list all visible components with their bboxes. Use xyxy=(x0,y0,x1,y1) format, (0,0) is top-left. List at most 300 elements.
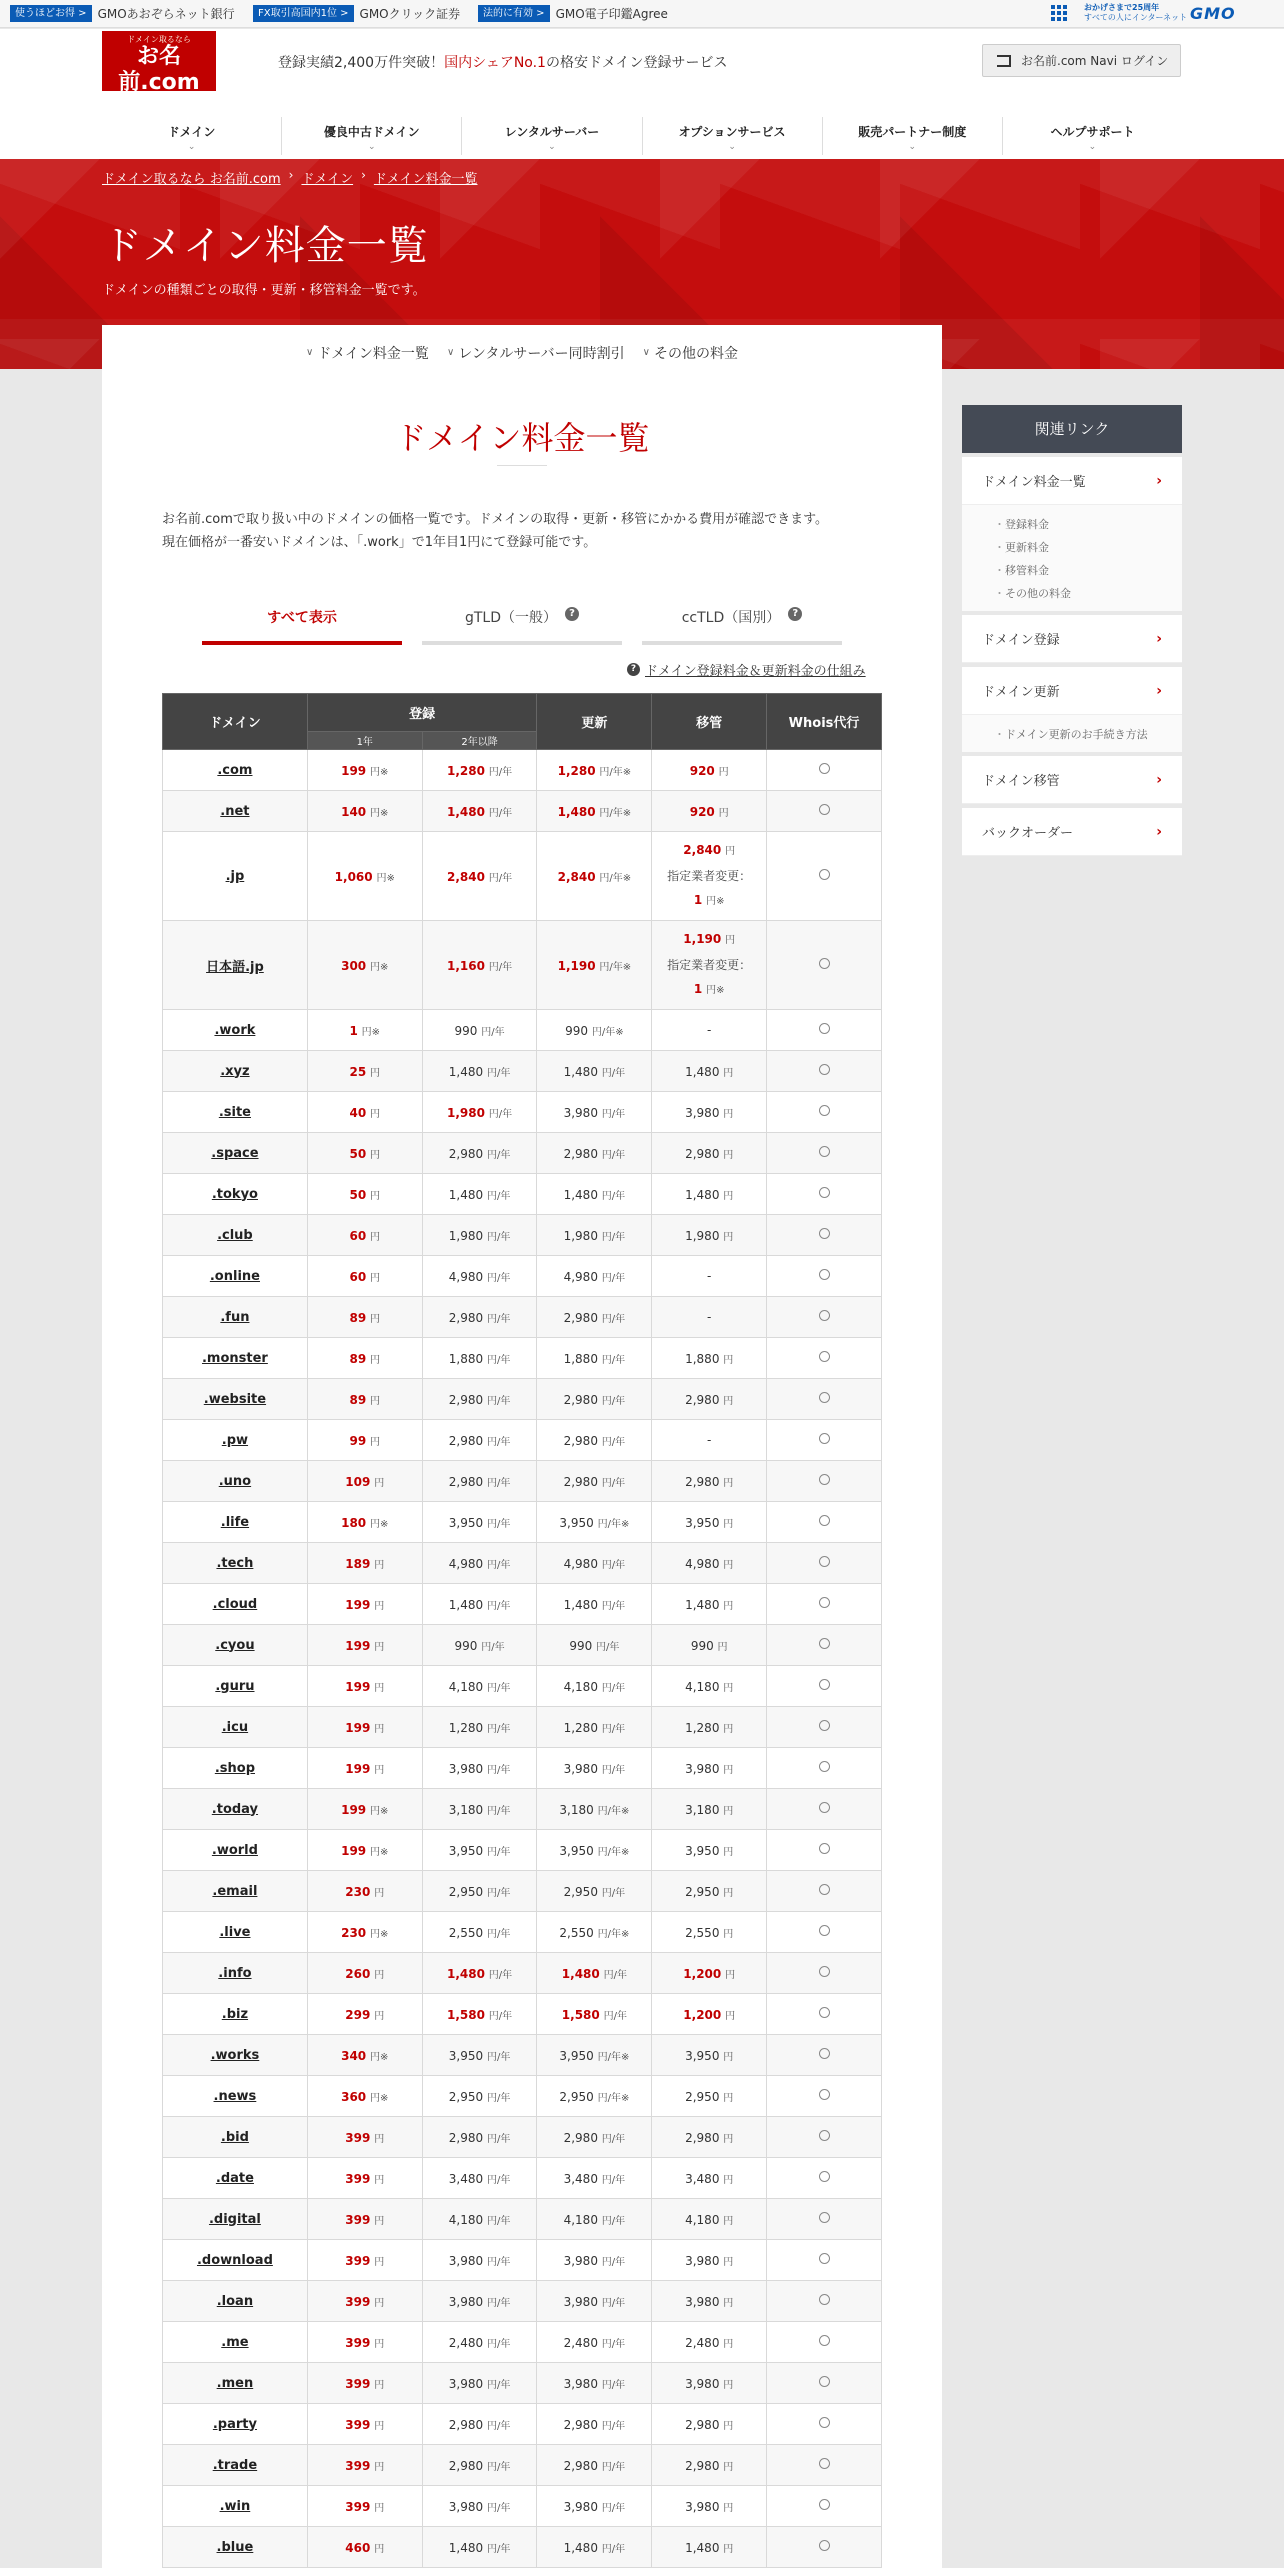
domain-name-link[interactable]: .tokyo xyxy=(163,1174,308,1215)
ad-aozora[interactable] xyxy=(10,5,235,22)
whois-cell xyxy=(767,2158,882,2199)
price-year2 xyxy=(422,2404,537,2445)
domain-name-link[interactable]: .info xyxy=(163,1953,308,1994)
nav-domain[interactable] xyxy=(102,117,282,155)
price-unit: 円※ xyxy=(376,872,395,884)
help-icon[interactable]: ? xyxy=(788,607,802,621)
price-unit: 円 xyxy=(723,2543,734,2555)
whois-available-icon xyxy=(819,2376,830,2387)
price-unit: 円 xyxy=(370,1108,381,1120)
price-unit: 円/年 xyxy=(601,1764,626,1776)
price-renew xyxy=(537,1133,652,1174)
domain-name-link[interactable]: .pw xyxy=(163,1420,308,1461)
price-unit: 円/年 xyxy=(486,2420,511,2432)
transfer-line xyxy=(652,977,766,1003)
sidebar-link-backorder[interactable] xyxy=(962,808,1182,856)
price-unit: 円 xyxy=(374,2420,385,2432)
price-renew xyxy=(537,1953,652,1994)
logo-small-text: ドメイン取るなら xyxy=(127,35,191,44)
table-row xyxy=(163,1092,882,1133)
price-renew xyxy=(537,2240,652,2281)
domain-name-link[interactable]: .shop xyxy=(163,1748,308,1789)
whois-cell xyxy=(767,1297,882,1338)
whois-cell xyxy=(767,1051,882,1092)
subnav-label: その他の料金 xyxy=(653,345,738,362)
table-row xyxy=(163,2363,882,2404)
table-row xyxy=(163,2527,882,2568)
price-value: 399 xyxy=(345,2130,371,2145)
sidebar-sublink[interactable]: ・ 更新料金 xyxy=(994,536,1182,559)
price-value: 1,480 xyxy=(557,804,596,819)
gmo-logo[interactable]: GMO xyxy=(1190,4,1236,23)
ad-badge: 使うほどお得 > xyxy=(10,5,92,22)
price-unit: 円/年※ xyxy=(597,1518,630,1530)
domain-name-link[interactable]: .bid xyxy=(163,2117,308,2158)
whois-cell xyxy=(767,791,882,832)
whois-available-icon xyxy=(819,1843,830,1854)
domain-name-link[interactable]: .news xyxy=(163,2076,308,2117)
whois-cell xyxy=(767,1461,882,1502)
price-value: 990 xyxy=(565,1023,589,1038)
chevron-down-icon: ∨ xyxy=(642,347,650,358)
nav-used-domain[interactable] xyxy=(282,117,462,155)
price-transfer xyxy=(652,2363,767,2404)
ad-click-sec[interactable] xyxy=(253,5,460,22)
price-unit: 円 xyxy=(723,1846,734,1858)
price-value: 1,480 xyxy=(685,1187,720,1202)
price-unit: 円/年※ xyxy=(597,1846,630,1858)
price-unit: 円/年 xyxy=(486,1764,511,1776)
price-value: 60 xyxy=(349,1269,367,1284)
price-value: 199 xyxy=(345,1761,371,1776)
table-row xyxy=(163,2240,882,2281)
section-heading: ドメイン料金一覧 xyxy=(394,419,650,457)
price-value: 1,480 xyxy=(563,1064,598,1079)
price-value: 199 xyxy=(341,1843,367,1858)
price-transfer xyxy=(652,1789,767,1830)
domain-name-link[interactable]: .net xyxy=(163,791,308,832)
subnav-price-list[interactable] xyxy=(306,343,429,363)
price-value: 4,180 xyxy=(685,1679,720,1694)
price-value: 3,950 xyxy=(685,1515,720,1530)
price-unit: 円/年 xyxy=(486,2502,511,2514)
whois-cell xyxy=(767,2527,882,2568)
price-unit: 円※ xyxy=(370,1928,389,1940)
whois-available-icon xyxy=(819,2335,830,2346)
price-unit: 円 xyxy=(374,2215,385,2227)
nav-partner[interactable] xyxy=(823,117,1003,155)
domain-name-link[interactable]: .blue xyxy=(163,2527,308,2568)
nav-option-service[interactable] xyxy=(643,117,823,155)
price-transfer xyxy=(652,1666,767,1707)
price-renew xyxy=(537,1502,652,1543)
designated-change-label: 指定業者変更： xyxy=(667,869,752,883)
domain-name-link[interactable]: .today xyxy=(163,1789,308,1830)
ad-agree[interactable] xyxy=(478,5,668,22)
price-value: 399 xyxy=(345,2376,371,2391)
whois-available-icon xyxy=(819,1884,830,1895)
whois-cell xyxy=(767,750,882,791)
price-none: - xyxy=(707,1310,712,1324)
domain-name-link[interactable]: .me xyxy=(163,2322,308,2363)
domain-name-link[interactable]: .tech xyxy=(163,1543,308,1584)
price-unit: 円 xyxy=(723,2051,734,2063)
chevron-down-icon: ⌄ xyxy=(187,142,196,152)
whois-available-icon xyxy=(819,1228,830,1239)
price-unit: 円※ xyxy=(370,2092,389,2104)
price-year2 xyxy=(422,1092,537,1133)
price-unit: 円/年 xyxy=(601,1108,626,1120)
price-value: 2,840 xyxy=(557,869,596,884)
price-renew xyxy=(537,2199,652,2240)
price-value: 2,980 xyxy=(685,1392,720,1407)
tab-label: ccTLD（国別） xyxy=(681,610,781,626)
nav-help-support[interactable] xyxy=(1003,117,1182,155)
whois-cell xyxy=(767,1625,882,1666)
price-transfer xyxy=(652,2158,767,2199)
price-renew xyxy=(537,1912,652,1953)
sidebar-link-renew[interactable] xyxy=(962,667,1182,715)
price-transfer xyxy=(652,2199,767,2240)
table-row xyxy=(163,1666,882,1707)
onamae-logo[interactable] xyxy=(102,31,216,104)
gmo-25th-logo xyxy=(1084,3,1187,23)
price-value: 40 xyxy=(349,1105,367,1120)
breadcrumb xyxy=(102,168,478,187)
price-value: 2,950 xyxy=(685,2089,720,2104)
nav-label: 販売パートナー制度 xyxy=(858,125,967,139)
domain-name-link[interactable]: .fun xyxy=(163,1297,308,1338)
sidebar-sublinks xyxy=(962,505,1182,611)
price-year2 xyxy=(422,2281,537,2322)
navi-login-button[interactable] xyxy=(982,44,1181,77)
sidebar-sublink[interactable]: ・ 登録料金 xyxy=(994,513,1182,536)
price-unit: 円 xyxy=(723,1108,734,1120)
tab-gtld[interactable] xyxy=(422,605,622,645)
table-row xyxy=(163,1625,882,1666)
price-year1 xyxy=(307,2158,422,2199)
tab-label: すべて表示 xyxy=(267,610,337,626)
price-year2 xyxy=(422,1256,537,1297)
price-year1 xyxy=(307,1092,422,1133)
subnav-server-discount[interactable] xyxy=(447,343,625,363)
price-renew xyxy=(537,1584,652,1625)
price-value: 1,480 xyxy=(448,2540,484,2555)
price-year2 xyxy=(422,2322,537,2363)
domain-name-link[interactable]: .cloud xyxy=(163,1584,308,1625)
price-unit: 円/年 xyxy=(601,2543,626,2555)
price-value: 2,840 xyxy=(446,869,485,884)
price-value: 199 xyxy=(345,1679,371,1694)
price-value: 89 xyxy=(349,1310,367,1325)
price-unit: 円/年 xyxy=(601,1149,626,1161)
price-value: 1,480 xyxy=(685,1597,720,1612)
price-value: 3,980 xyxy=(448,2253,484,2268)
sidebar-link-register[interactable] xyxy=(962,615,1182,663)
price-transfer xyxy=(652,2076,767,2117)
table-row xyxy=(163,1912,882,1953)
price-value: 199 xyxy=(345,1597,371,1612)
domain-name-link[interactable]: .works xyxy=(163,2035,308,2076)
domain-name-link[interactable]: .date xyxy=(163,2158,308,2199)
price-value: 4,180 xyxy=(448,2212,484,2227)
whois-cell xyxy=(767,1215,882,1256)
price-unit: 円/年※ xyxy=(599,807,632,819)
domain-name-link[interactable]: .trade xyxy=(163,2445,308,2486)
domain-name-link[interactable]: .win xyxy=(163,2486,308,2527)
price-renew xyxy=(537,2404,652,2445)
price-value: 3,980 xyxy=(448,2499,484,2514)
price-unit: 円/年※ xyxy=(597,1805,630,1817)
price-unit: 円 xyxy=(723,1354,734,1366)
sidebar-sublink[interactable]: ・ ドメイン更新のお手続き方法 xyxy=(994,723,1182,746)
price-value: 4,980 xyxy=(685,1556,720,1571)
col-header-year1: 1年 xyxy=(307,732,422,750)
whois-available-icon xyxy=(819,1105,830,1116)
price-value: 3,950 xyxy=(685,2048,720,2063)
price-renew xyxy=(537,1461,652,1502)
price-value: 990 xyxy=(454,1638,478,1653)
price-unit: 円 xyxy=(370,1231,381,1243)
price-transfer xyxy=(652,1338,767,1379)
price-unit: 円※ xyxy=(370,1518,389,1530)
price-unit: 円 xyxy=(370,1190,381,1202)
price-value: 920 xyxy=(689,763,715,778)
table-row xyxy=(163,921,882,1010)
price-unit: 円 xyxy=(723,2133,734,2145)
price-unit: 円 xyxy=(374,2502,385,2514)
transfer-line xyxy=(652,927,766,953)
price-value: 2,980 xyxy=(448,1474,484,1489)
price-unit: 円 xyxy=(723,1928,734,1940)
tagline-highlight: 国内シェアNo.1 xyxy=(444,55,546,71)
domain-name-link[interactable]: 日本語.jp xyxy=(163,921,308,1010)
nav-label: ドメイン xyxy=(167,125,216,139)
domain-name-link[interactable]: .club xyxy=(163,1215,308,1256)
price-value: 3,980 xyxy=(563,2499,598,2514)
price-transfer xyxy=(652,2404,767,2445)
domain-name-link[interactable]: .life xyxy=(163,1502,308,1543)
domain-name-link[interactable]: .monster xyxy=(163,1338,308,1379)
tab-cctld[interactable] xyxy=(642,605,842,645)
price-unit: 円 xyxy=(723,1149,734,1161)
price-renew xyxy=(537,1051,652,1092)
whois-cell xyxy=(767,2035,882,2076)
price-value: 189 xyxy=(345,1556,371,1571)
price-unit: 円/年 xyxy=(486,2297,511,2309)
sidebar-link-transfer[interactable] xyxy=(962,756,1182,804)
price-unit: 円/年 xyxy=(481,1641,505,1653)
table-row xyxy=(163,2035,882,2076)
price-value: 399 xyxy=(345,2253,371,2268)
whois-cell xyxy=(767,1174,882,1215)
price-unit: 円 xyxy=(370,1272,381,1284)
price-unit: 円/年 xyxy=(486,2543,511,2555)
price-value: 2,980 xyxy=(563,1474,598,1489)
main-content xyxy=(102,325,942,2568)
price-value: 1,880 xyxy=(448,1351,484,1366)
price-value: 2,980 xyxy=(448,1433,484,1448)
price-renew xyxy=(537,2363,652,2404)
whois-available-icon xyxy=(819,1515,830,1526)
price-unit: 円/年 xyxy=(601,1354,626,1366)
help-icon[interactable]: ? xyxy=(565,607,579,621)
chevron-down-icon: ∨ xyxy=(306,347,314,358)
price-unit: 円 xyxy=(374,1969,385,1981)
grid-menu-icon[interactable] xyxy=(1050,4,1068,22)
price-year2 xyxy=(422,1461,537,1502)
price-value: 3,950 xyxy=(559,2048,594,2063)
whois-available-icon xyxy=(819,763,830,774)
subnav-label: ドメイン料金一覧 xyxy=(317,345,429,362)
domain-name-link[interactable]: .party xyxy=(163,2404,308,2445)
price-transfer xyxy=(652,1174,767,1215)
price-transfer xyxy=(652,2117,767,2158)
domain-name-link[interactable]: .jp xyxy=(163,832,308,921)
breadcrumb-domain[interactable]: ドメイン xyxy=(301,172,354,187)
sidebar-link-price-list[interactable] xyxy=(962,457,1182,505)
price-value: 2,950 xyxy=(448,2089,484,2104)
domain-name-link[interactable]: .work xyxy=(163,1010,308,1051)
price-year1 xyxy=(307,1051,422,1092)
price-unit: 円/年 xyxy=(486,1682,511,1694)
price-year2 xyxy=(422,2363,537,2404)
price-value: 2,980 xyxy=(448,2417,484,2432)
price-unit: 円/年 xyxy=(601,1887,626,1899)
domain-name-link[interactable]: .xyz xyxy=(163,1051,308,1092)
intro-text xyxy=(162,508,892,554)
price-unit: 円 xyxy=(723,1190,734,1202)
price-year2 xyxy=(422,1994,537,2035)
domain-name-link[interactable]: .cyou xyxy=(163,1625,308,1666)
tab-all[interactable] xyxy=(202,605,402,645)
chevron-right-icon: › xyxy=(1156,472,1162,489)
whois-cell xyxy=(767,2363,882,2404)
price-unit: 円/年 xyxy=(601,2256,626,2268)
chevron-right-icon: › xyxy=(288,168,294,182)
price-year1 xyxy=(307,1789,422,1830)
breadcrumb-home[interactable]: ドメイン取るなら お名前.com xyxy=(102,172,281,187)
price-value: 3,980 xyxy=(685,2376,720,2391)
price-value: 1,200 xyxy=(683,1966,722,1981)
sidebar-link-label: ドメイン料金一覧 xyxy=(982,475,1086,490)
chevron-right-icon: › xyxy=(1156,682,1162,699)
price-value: 89 xyxy=(349,1392,367,1407)
domain-name-link[interactable]: .biz xyxy=(163,1994,308,2035)
domain-name-link[interactable]: .world xyxy=(163,1830,308,1871)
domain-name-link[interactable]: .icu xyxy=(163,1707,308,1748)
price-year1 xyxy=(307,2199,422,2240)
price-renew xyxy=(537,2322,652,2363)
domain-name-link[interactable]: .guru xyxy=(163,1666,308,1707)
price-value: 2,980 xyxy=(563,1146,598,1161)
domain-name-link[interactable]: .loan xyxy=(163,2281,308,2322)
sidebar-link-label: バックオーダー xyxy=(982,826,1074,841)
price-value: 2,950 xyxy=(448,1884,484,1899)
price-value: 1,480 xyxy=(563,2540,598,2555)
price-unit: 円 xyxy=(723,2461,734,2473)
domain-name-link[interactable]: .digital xyxy=(163,2199,308,2240)
price-value: 1,190 xyxy=(683,932,722,946)
price-unit: 円 xyxy=(723,1600,734,1612)
price-year1 xyxy=(307,2445,422,2486)
price-value: 3,980 xyxy=(563,2253,598,2268)
domain-name-link[interactable]: .live xyxy=(163,1912,308,1953)
price-renew xyxy=(537,2281,652,2322)
price-value: 1,280 xyxy=(685,1720,720,1735)
price-unit: 円 xyxy=(723,1764,734,1776)
price-unit: 円 xyxy=(370,1395,381,1407)
price-value: 1,280 xyxy=(446,763,485,778)
domain-name-link[interactable]: .download xyxy=(163,2240,308,2281)
whois-available-icon xyxy=(819,1638,830,1649)
domain-name-link[interactable]: .website xyxy=(163,1379,308,1420)
domain-name-link[interactable]: .com xyxy=(163,750,308,791)
domain-name-link[interactable]: .online xyxy=(163,1256,308,1297)
domain-price-table xyxy=(162,693,882,2568)
whois-cell xyxy=(767,1707,882,1748)
domain-name-link[interactable]: .email xyxy=(163,1871,308,1912)
nav-label: レンタルサーバー xyxy=(504,125,600,139)
ad-text: GMOクリック証券 xyxy=(359,7,461,21)
price-year2 xyxy=(422,1953,537,1994)
price-renew xyxy=(537,1625,652,1666)
table-row xyxy=(163,1215,882,1256)
price-transfer xyxy=(652,1133,767,1174)
price-unit: 円 xyxy=(723,2174,734,2186)
price-unit: 円 xyxy=(374,1682,385,1694)
ad-badge: 法的に有効 > xyxy=(478,5,550,22)
whois-available-icon xyxy=(819,1802,830,1813)
domain-name-link[interactable]: .site xyxy=(163,1092,308,1133)
price-unit: 円/年 xyxy=(601,1600,626,1612)
price-value: 2,980 xyxy=(563,1310,598,1325)
price-value: 3,980 xyxy=(448,2376,484,2391)
pricing-mechanism-link[interactable] xyxy=(627,660,866,679)
price-renew xyxy=(537,1789,652,1830)
price-unit: 円 xyxy=(374,2133,385,2145)
domain-name-link[interactable]: .men xyxy=(163,2363,308,2404)
sidebar-sublink[interactable]: ・ その他の料金 xyxy=(994,582,1182,605)
whois-cell xyxy=(767,2240,882,2281)
breadcrumb-current[interactable]: ドメイン料金一覧 xyxy=(373,172,478,187)
price-year2 xyxy=(422,2158,537,2199)
nav-rental-server[interactable] xyxy=(462,117,642,155)
price-value: 3,950 xyxy=(685,1843,720,1858)
domain-name-link[interactable]: .space xyxy=(163,1133,308,1174)
price-unit: 円※ xyxy=(706,985,725,996)
price-unit: 円/年 xyxy=(486,1518,511,1530)
price-unit: 円/年 xyxy=(486,1149,511,1161)
domain-name-link[interactable]: .uno xyxy=(163,1461,308,1502)
price-year2 xyxy=(422,1830,537,1871)
price-year1 xyxy=(307,1748,422,1789)
price-year2 xyxy=(422,750,537,791)
price-renew xyxy=(537,1297,652,1338)
price-unit: 円 xyxy=(723,1395,734,1407)
price-year2 xyxy=(422,791,537,832)
price-year1 xyxy=(307,1625,422,1666)
table-body xyxy=(163,750,882,2568)
price-year1 xyxy=(307,2240,422,2281)
sidebar-sublink[interactable]: ・ 移管料金 xyxy=(994,559,1182,582)
price-year2 xyxy=(422,921,537,1010)
price-unit: 円/年 xyxy=(601,2420,626,2432)
price-renew xyxy=(537,2527,652,2568)
price-unit: 円/年※ xyxy=(599,872,632,884)
price-value: 4,180 xyxy=(448,1679,484,1694)
subnav-other-fees[interactable] xyxy=(643,343,738,363)
